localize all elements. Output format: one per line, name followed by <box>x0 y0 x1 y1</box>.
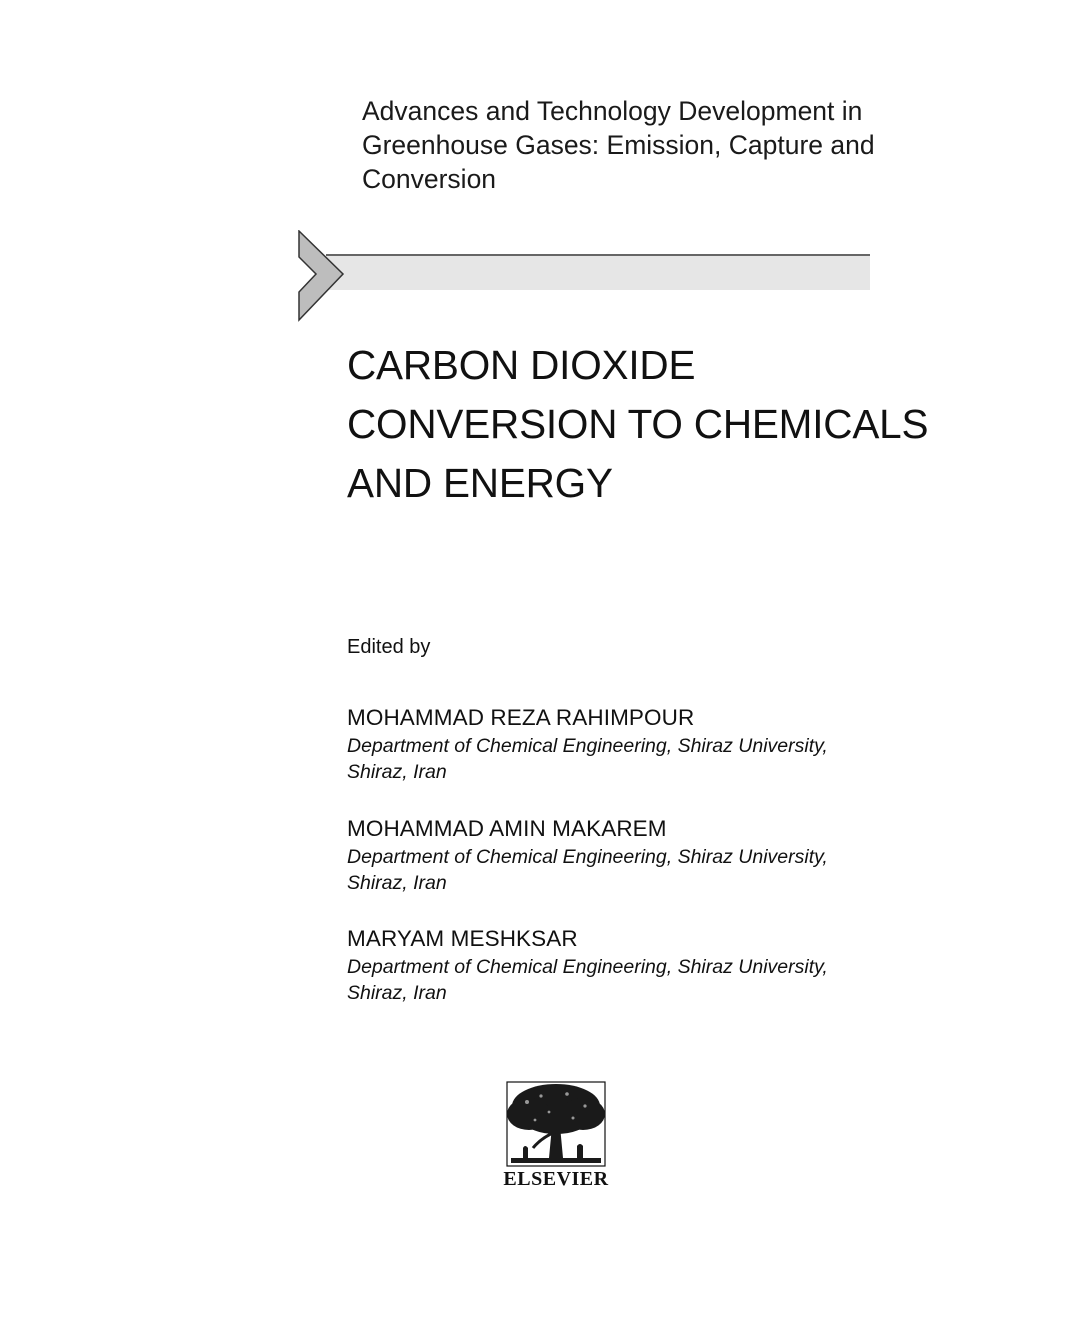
chevron-banner-ornament <box>298 230 873 322</box>
editor-name: MOHAMMAD AMIN MAKAREM <box>347 816 667 841</box>
editor-affiliation-line-1: Department of Chemical Engineering, Shiraz University, <box>347 735 828 757</box>
edited-by-label: Edited by <box>347 636 431 658</box>
banner-band <box>326 256 870 290</box>
series-title <box>362 94 962 196</box>
series-title-line-1: Advances and Technology Development in <box>362 96 863 126</box>
editor-block-3 <box>347 924 967 1006</box>
book-title-line-2: CONVERSION TO CHEMICALS <box>347 401 929 447</box>
book-title-line-1: CARBON DIOXIDE <box>347 342 696 388</box>
editor-name: MARYAM MESHKSAR <box>347 926 578 951</box>
editor-affiliation-line-1: Department of Chemical Engineering, Shiraz University, <box>347 956 828 978</box>
editor-affiliation-line-2: Shiraz, Iran <box>347 872 447 894</box>
editor-affiliation-line-2: Shiraz, Iran <box>347 982 447 1004</box>
chevron-arrow-icon <box>299 231 343 320</box>
editor-affiliation <box>347 844 967 896</box>
series-title-line-3: Conversion <box>362 164 497 194</box>
editor-affiliation <box>347 954 967 1006</box>
editor-affiliation-line-2: Shiraz, Iran <box>347 761 447 783</box>
book-title-line-3: AND ENERGY <box>347 460 613 506</box>
editor-name: MOHAMMAD REZA RAHIMPOUR <box>347 705 695 730</box>
book-title <box>347 336 1047 513</box>
editor-block-1 <box>347 703 967 785</box>
editor-block-2 <box>347 814 967 896</box>
editor-affiliation-line-1: Department of Chemical Engineering, Shiraz University, <box>347 846 828 868</box>
editor-affiliation <box>347 733 967 785</box>
publisher-name: ELSEVIER <box>503 1168 609 1190</box>
series-title-line-2: Greenhouse Gases: Emission, Capture and <box>362 130 875 160</box>
